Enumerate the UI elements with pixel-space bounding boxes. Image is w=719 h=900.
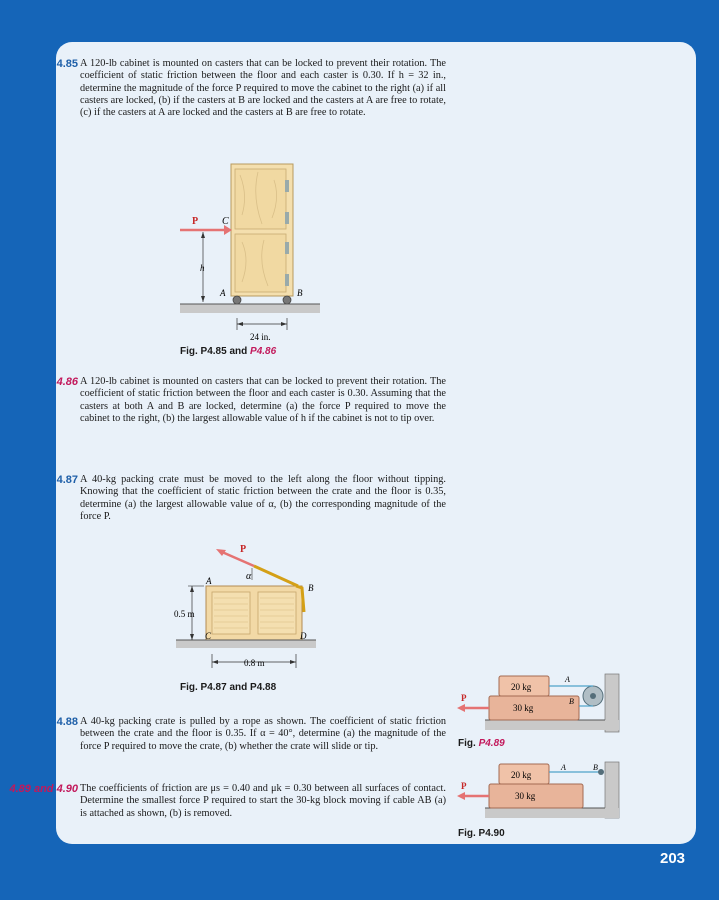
problem-text: A 120-lb cabinet is mounted on casters that can be locked to prevent their rotation. The coefficient of static friction between the floor and each caster is 0.30. If h = 32 in., determine the magnitude of the force P required to move the cabinet to the right (a) if all casters are locked, (b) if the casters at B are locked and the casters at A are free to rotate, (c) if the casters at A are locked and the casters at B are free to rotate. [80,58,446,119]
label-b: B [308,583,314,593]
label-bottom: 30 kg [513,703,534,713]
caption-fig-487: Fig. P4.87 and P4.88 [180,682,277,693]
block-30kg [489,696,579,720]
caption-fig-489: Fig. P4.89 [458,738,505,749]
problem-4-89-and-4-90 [9,783,446,820]
blocks-figure-490 [455,760,625,822]
label-width: 0.8 m [244,658,265,668]
label-c: C [222,216,229,227]
problem-4-88 [56,716,446,753]
label-p: P [240,544,247,555]
force-arrow [457,704,465,712]
problem-number: 4.87 [56,474,78,486]
problem-4-87 [56,474,446,523]
caster-b [283,296,291,304]
page-number: 203 [660,850,686,867]
hinge [285,242,289,254]
problem-text: A 120-lb cabinet is mounted on casters that can be locked to prevent their rotation. The coefficient of static friction between the floor and each caster is 0.30. Assuming that the casters at both A and B are locked, determine (a) the force P required to move the cabinet to the right, (b) the largest allowable value of h if the cabinet is not to tip over. [80,376,446,424]
force-arrow [457,792,465,800]
crate-figure [170,540,330,670]
label-alpha: α [246,571,252,582]
problem-number: 4.88 [56,716,78,728]
label-b: B [297,288,303,298]
blocks-figure-489 [455,670,625,736]
label-p: P [192,216,199,227]
label-b: B [569,697,574,706]
problem-4-85 [56,58,446,119]
caption-fig-485: Fig. P4.85 and P4.86 [180,346,277,357]
caster-a [233,296,241,304]
label-a: A [561,763,566,772]
rope [254,566,298,586]
problem-number: 4.89 and 4.90 [9,783,78,795]
label-top: 20 kg [511,770,532,780]
label-p: P [461,693,467,703]
label-p: P [461,781,467,791]
label-a: A [206,576,212,586]
hinge [285,274,289,286]
label-c: C [205,631,212,641]
hinge [285,180,289,192]
problem-text: The coefficients of friction are μs = 0.40 and μk = 0.30 between all surfaces of contact. Determine the smallest force P required to start the 30-kg block moving if cable AB (a) is attached as shown, (b) is removed. [80,783,446,819]
cabinet-figure [170,160,320,360]
label-b: B [593,763,598,772]
floor [485,808,619,818]
label-a: A [565,675,570,684]
problem-number: 4.86 [56,376,78,388]
problem-number: 4.85 [56,58,78,70]
label-a: A [220,288,226,298]
label-top: 20 kg [511,682,532,692]
label-height: 0.5 m [174,609,195,619]
hinge [285,212,289,224]
floor [180,304,320,313]
block-30kg [489,784,583,808]
floor [485,720,619,730]
caption-fig-490: Fig. P4.90 [458,828,505,839]
problem-text: A 40-kg packing crate must be moved to the left along the floor without tipping. Knowing that the coefficient of static friction between the crate and the floor is 0.35, determine (a) the largest allowable value of α, (b) the corresponding magnitude of the force P. [80,474,446,522]
label-width: 24 in. [250,332,271,342]
problem-text: A 40-kg packing crate is pulled by a rope as shown. The coefficient of static friction between the crate and the floor is 0.35. If α = 40°, determine (a) the magnitude of the force P required to move the crate, (b) whether the crate will slide or tip. [80,716,446,752]
label-d: D [300,631,307,641]
label-bottom: 30 kg [515,791,536,801]
label-h: h [200,263,205,273]
problem-4-86 [56,376,446,425]
floor [176,640,316,648]
